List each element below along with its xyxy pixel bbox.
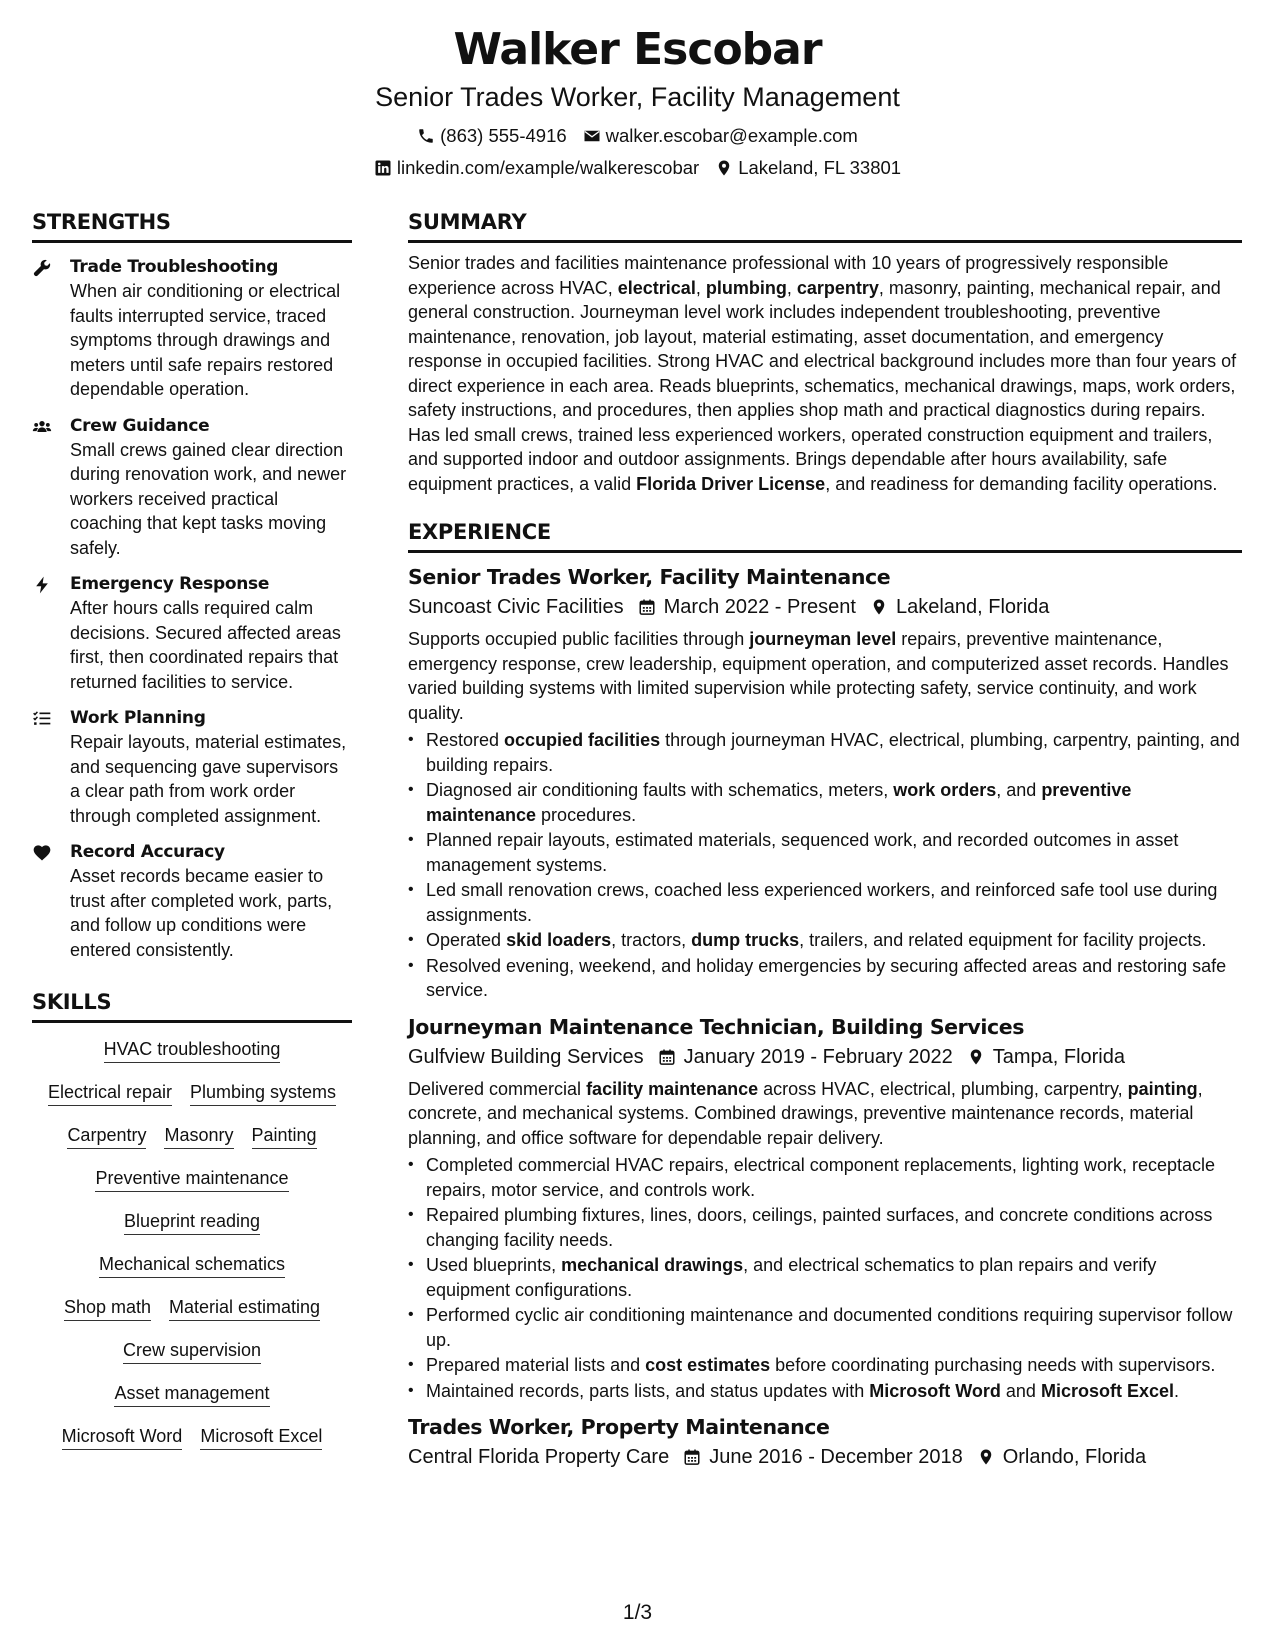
bullet-emphasis: Microsoft Excel (1040, 1380, 1174, 1401)
skill-tag: Blueprint reading (124, 1209, 260, 1235)
bullet-text: procedures. (536, 804, 637, 825)
bullet-text: Restored (426, 730, 505, 750)
skills-list (32, 1037, 352, 1450)
bullet-text (426, 928, 1242, 953)
bullet-item (408, 778, 1242, 827)
job-bullets (408, 1153, 1242, 1403)
skill-tag: Microsoft Excel (200, 1424, 322, 1450)
strength-desc: When air conditioning or electrical faults interrupted service, traced symptoms through drawings and meters until safe repairs restored dependable operation. (70, 281, 341, 399)
skill-row (32, 1381, 352, 1407)
job-title: Senior Trades Worker, Facility Maintenance (408, 565, 891, 589)
contact-location (715, 156, 901, 180)
bullet-text: . (1174, 1380, 1180, 1401)
page-number: 1/3 (622, 1601, 653, 1624)
location-text: Lakeland, FL 33801 (738, 157, 902, 178)
bullet-emphasis: dump trucks (691, 930, 800, 950)
bullet-emphasis: occupied facilities (504, 730, 661, 750)
checklist-icon (32, 706, 70, 828)
bullet-dot: • (408, 1381, 414, 1399)
bullet-text: Maintained records, parts lists, and status updates with (426, 1380, 870, 1401)
bullet-text: Completed commercial HVAC repairs, electrical component replacements, lighting work, receptacle repairs, motor service, and controls work. (426, 1155, 1215, 1200)
wrench-icon (32, 255, 70, 402)
job-description-text: Delivered commercial (408, 1078, 587, 1099)
job-description-emphasis: journeyman level (749, 629, 897, 649)
skill-tag: Electrical repair (48, 1080, 172, 1106)
strength-title: Record Accuracy (70, 842, 225, 862)
job-title: Trades Worker, Property Maintenance (408, 1415, 830, 1439)
bullet-text: and (1000, 1380, 1041, 1401)
bullet-text (426, 954, 1242, 1003)
bullet-emphasis: work orders (893, 780, 997, 800)
bullet-text: Operated (426, 930, 507, 950)
skill-row (32, 1252, 352, 1278)
skill-tag: Plumbing systems (190, 1080, 336, 1106)
linkedin-icon (374, 159, 392, 177)
skill-tag: Carpentry (67, 1123, 146, 1149)
bullet-text: before coordinating purchasing needs with supervisors. (770, 1355, 1216, 1375)
skill-row (32, 1037, 352, 1063)
job-entry (408, 563, 1242, 1003)
job-description-text: , concrete, and mechanical systems. Combined drawings, preventive maintenance records, material planning, and office software for dependable repair delivery. (408, 1078, 1203, 1148)
summary-text: , and readiness for demanding facility operations. (825, 473, 1218, 494)
summary-heading: SUMMARY (408, 208, 1242, 243)
strength-desc: Asset records became easier to trust after completed work, parts, and follow up conditions were entered consistently. (70, 866, 333, 960)
bullet-dot: • (408, 1356, 414, 1373)
map-pin-icon (967, 1048, 985, 1066)
summary-text: , (786, 277, 797, 298)
bullet-text (426, 1253, 1242, 1302)
jobs-list (408, 563, 1242, 1471)
bullet-text (426, 878, 1242, 927)
right-column (408, 208, 1242, 1471)
strength-desc: After hours calls required calm decisions. Secured affected areas first, then coordinated repairs that returned facilities to service. (70, 598, 341, 692)
strength-item (32, 572, 352, 694)
summary-text: Senior trades and facilities maintenance professional with 10 years of progressively responsible experience across HVAC, (408, 253, 1169, 298)
bullet-dot: • (408, 881, 414, 898)
bullet-dot: • (408, 731, 414, 748)
bullet-dot: • (408, 956, 414, 974)
strength-item (32, 840, 352, 962)
skill-tag: Painting (252, 1123, 317, 1149)
email-text: walker.escobar@example.com (605, 125, 858, 146)
bullet-text (426, 1353, 1242, 1378)
job-meta (408, 593, 1242, 621)
bullet-item (408, 928, 1242, 953)
bullet-item (408, 878, 1242, 927)
job-company: Gulfview Building Services (408, 1045, 644, 1068)
bullet-emphasis: preventive maintenance (426, 780, 1132, 825)
strength-title: Emergency Response (70, 574, 270, 594)
bullet-text: Diagnosed air conditioning faults with schematics, meters, (426, 780, 894, 800)
job-meta (408, 1443, 1242, 1471)
map-pin-icon (870, 598, 888, 616)
summary-emphasis: plumbing (705, 277, 787, 298)
contact-email[interactable] (583, 124, 858, 148)
job-company: Suncoast Civic Facilities (408, 596, 624, 618)
skill-row (32, 1338, 352, 1364)
job-location: Orlando, Florida (1002, 1446, 1147, 1468)
skill-row (32, 1123, 352, 1149)
strengths-list (32, 255, 352, 962)
bullet-text: Planned repair layouts, estimated materials, sequenced work, and recorded outcomes in asset management systems. (426, 830, 1179, 875)
map-pin-icon (715, 159, 733, 177)
skill-tag: Microsoft Word (62, 1424, 183, 1450)
job-location: Lakeland, Florida (895, 596, 1050, 618)
summary-section (408, 208, 1242, 496)
summary-text: , (695, 277, 706, 298)
job-title: Journeyman Maintenance Technician, Building Services (408, 1014, 1025, 1039)
strengths-section (32, 208, 352, 962)
candidate-name: Walker Escobar (453, 24, 822, 75)
skill-tag: Shop math (64, 1295, 151, 1321)
bullet-dot: • (408, 831, 414, 848)
contact-row-primary (0, 124, 1275, 148)
job-meta (408, 1043, 1242, 1071)
bullet-text (426, 1303, 1242, 1352)
contact-row-secondary (0, 156, 1275, 180)
bullet-emphasis: cost estimates (645, 1355, 771, 1375)
job-location: Tampa, Florida (992, 1045, 1125, 1068)
skill-row (32, 1295, 352, 1321)
phone-icon (417, 127, 435, 145)
bullet-text (426, 1379, 1242, 1404)
bullet-text: , and electrical schematics to plan repairs and verify equipment configurations. (426, 1255, 1157, 1300)
skill-tag: HVAC troubleshooting (104, 1037, 281, 1063)
skill-tag: Preventive maintenance (95, 1166, 288, 1192)
bolt-icon (32, 572, 70, 694)
job-description-emphasis: painting (1127, 1078, 1198, 1099)
job-description-text: repairs, preventive maintenance, emergency response, crew leadership, equipment operation, and computerized asset records. Handles varied building systems with limited supervision while protecting safety, service continuity, and work quality. (408, 629, 1229, 723)
bullet-item (408, 828, 1242, 877)
bullet-item (408, 1379, 1242, 1404)
job-company: Central Florida Property Care (408, 1446, 670, 1468)
bullet-text: Used blueprints, (426, 1255, 562, 1275)
linkedin-text: linkedin.com/example/walkerescobar (396, 157, 700, 178)
job-dates: March 2022 - Present (663, 596, 856, 618)
calendar-icon (638, 598, 656, 616)
skills-heading: SKILLS (32, 988, 352, 1023)
skill-tag: Crew supervision (123, 1338, 261, 1364)
contact-phone[interactable] (417, 124, 567, 148)
resume-header (0, 22, 1275, 180)
bullet-text: Resolved evening, weekend, and holiday emergencies by securing affected areas and restoring safe service. (426, 955, 1227, 1000)
bullet-item (408, 1153, 1242, 1202)
bullet-dot: • (408, 781, 414, 798)
bullet-item (408, 728, 1242, 777)
job-description (408, 1077, 1242, 1151)
bullet-text (426, 1153, 1242, 1202)
summary-emphasis: electrical (617, 277, 696, 298)
bullet-dot: • (408, 1156, 414, 1173)
strength-item (32, 255, 352, 402)
job-description-emphasis: facility maintenance (586, 1078, 759, 1099)
summary-emphasis: Florida Driver License (636, 473, 826, 494)
bullet-item (408, 954, 1242, 1003)
bullet-item (408, 1203, 1242, 1252)
strength-title: Work Planning (70, 708, 206, 728)
experience-section (408, 518, 1242, 1471)
bullet-item (408, 1253, 1242, 1302)
bullet-dot: • (408, 1256, 414, 1273)
skill-row (32, 1166, 352, 1192)
bullet-text: Performed cyclic air conditioning maintenance and documented conditions requiring supervisor follow up. (426, 1305, 1233, 1350)
skill-row (32, 1424, 352, 1450)
bullet-dot: • (408, 1206, 414, 1223)
skill-tag: Asset management (114, 1381, 269, 1407)
bullet-text: , and (996, 780, 1042, 800)
strength-item (32, 706, 352, 828)
job-description-text: Supports occupied public facilities through (408, 629, 750, 649)
job-description-text: across HVAC, electrical, plumbing, carpentry, (758, 1078, 1128, 1099)
heart-icon (32, 840, 70, 962)
strength-desc: Repair layouts, material estimates, and sequencing gave supervisors a clear path from work order through completed assignment. (70, 732, 347, 826)
bullet-text (426, 828, 1242, 877)
bullet-text: , trailers, and related equipment for facility projects. (799, 930, 1207, 950)
summary-text (408, 251, 1242, 496)
strength-desc: Small crews gained clear direction during renovation work, and newer workers received practical coaching that kept tasks moving safely. (70, 439, 347, 558)
summary-emphasis: carpentry (796, 277, 879, 298)
bullet-text: through journeyman HVAC, electrical, plumbing, carpentry, painting, and building repairs. (426, 730, 1240, 775)
contact-linkedin[interactable] (374, 156, 699, 180)
bullet-text: , tractors, (611, 930, 692, 950)
skills-section (32, 988, 352, 1450)
strengths-heading: STRENGTHS (32, 208, 352, 243)
skill-row (32, 1209, 352, 1235)
phone-text: (863) 555-4916 (440, 125, 567, 146)
skill-row (32, 1080, 352, 1106)
bullet-text: Repaired plumbing fixtures, lines, doors, ceilings, painted surfaces, and concrete conditions across changing facility needs. (426, 1205, 1213, 1250)
candidate-title: Senior Trades Worker, Facility Management (375, 82, 900, 112)
job-bullets (408, 728, 1242, 1003)
bullet-text (426, 778, 1242, 827)
bullet-emphasis: Microsoft Word (869, 1380, 1001, 1401)
bullet-emphasis: mechanical drawings (561, 1255, 744, 1275)
bullet-dot: • (408, 931, 414, 948)
skill-tag: Mechanical schematics (99, 1252, 285, 1278)
experience-heading: EXPERIENCE (408, 518, 1242, 553)
strength-title: Crew Guidance (70, 415, 210, 436)
bullet-text (426, 728, 1242, 777)
bullet-text: Led small renovation crews, coached less experienced workers, and reinforced safe tool use during assignments. (426, 880, 1218, 925)
job-dates: January 2019 - February 2022 (683, 1045, 953, 1068)
summary-text: , masonry, painting, mechanical repair, and general construction. Journeyman level work includes independent troubleshooting, preventive maintenance, renovation, job layout, material estimating, asset documentation, and emergency response in occupied facilities. Strong HVAC and electrical background includes more than four years of direct experience in each area. Reads blueprints, schematics, mechanical drawings, maps, work orders, safety instructions, and procedures, then applies shop math and practical diagnostics during repairs. Has led small crews, trained less experienced workers, operated construction equipment and trailers, and supported indoor and outdoor assignments. Brings dependable after hours availability, safe equipment practices, a valid (408, 277, 1237, 494)
job-description (408, 627, 1242, 725)
envelope-icon (583, 127, 601, 145)
calendar-icon (658, 1048, 676, 1066)
bullet-dot: • (408, 1306, 414, 1323)
strength-item (32, 414, 352, 561)
job-entry (408, 1013, 1242, 1404)
skill-tag: Masonry (164, 1123, 233, 1149)
bullet-item (408, 1353, 1242, 1378)
bullet-emphasis: skid loaders (506, 930, 612, 950)
job-entry (408, 1413, 1242, 1471)
users-icon (32, 414, 70, 561)
map-pin-icon (977, 1448, 995, 1466)
bullet-text (426, 1203, 1242, 1252)
bullet-text: Prepared material lists and (426, 1355, 646, 1375)
bullet-item (408, 1303, 1242, 1352)
job-dates: June 2016 - December 2018 (709, 1446, 963, 1468)
strength-title: Trade Troubleshooting (70, 257, 279, 277)
calendar-icon (683, 1448, 701, 1466)
skill-tag: Material estimating (169, 1295, 320, 1321)
left-column (32, 208, 352, 1467)
